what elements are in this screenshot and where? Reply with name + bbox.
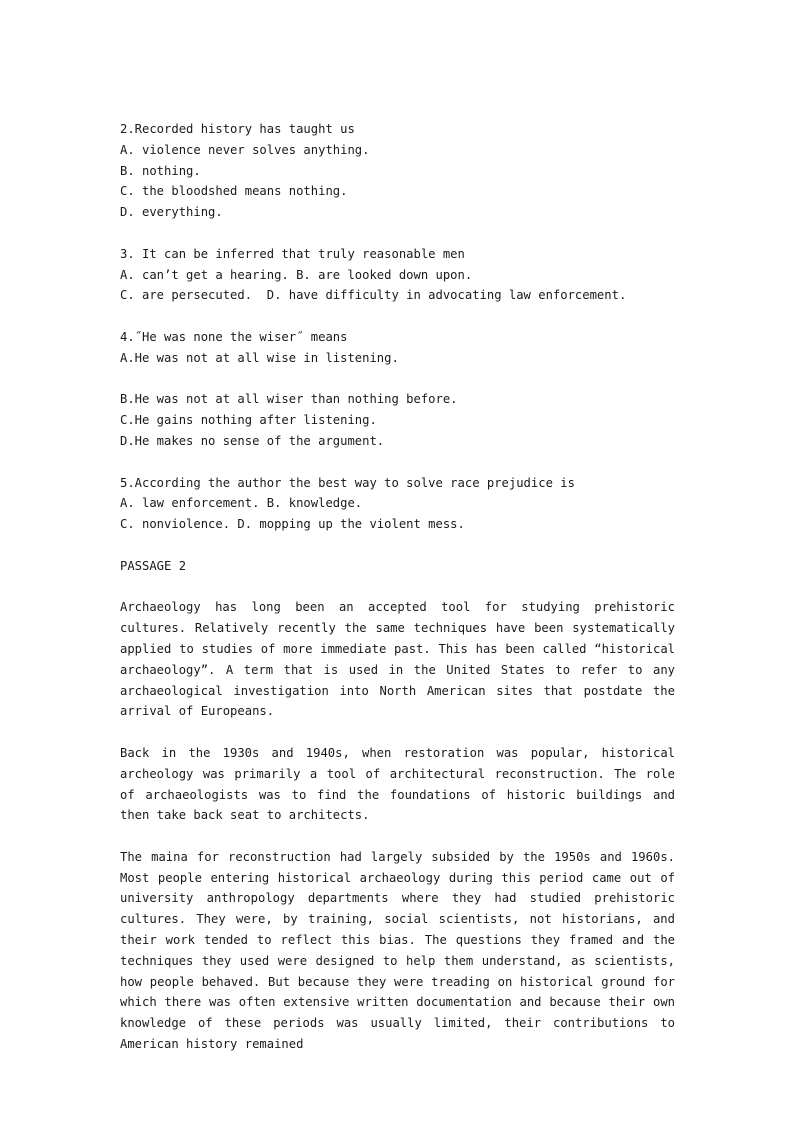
spacer: [120, 577, 675, 598]
answer-option: A. violence never solves anything.: [120, 142, 370, 157]
answer-option: B.He was not at all wiser than nothing before.: [120, 392, 458, 407]
answer-option: D.He makes no sense of the argument.: [120, 433, 385, 448]
passage-paragraph: Archaeology has long been an accepted tool for studying prehistoric cultures. Relatively recently the same techniques have been systematically applied to studies of more immediate past. This has been called “historical archaeology”. A term that is used in the United States to refer to any archaeological investigation into North American sites that postdate the arrival of Europeans.: [120, 600, 675, 719]
spacer: [120, 223, 675, 244]
question-stem: 5.According the author the best way to solve race prejudice is: [120, 475, 575, 490]
passage-paragraph: Back in the 1930s and 1940s, when restoration was popular, historical archeology was primarily a tool of architectural reconstruction. The role of archaeologists was to find the foundations of historic buildings and then take back seat to architects.: [120, 745, 675, 823]
answer-option: C.He gains nothing after listening.: [120, 413, 377, 428]
passage-heading: PASSAGE 2: [120, 558, 187, 573]
spacer: [120, 306, 675, 327]
document-page: [120, 119, 675, 1055]
answer-option: C. nonviolence. D. mopping up the violent mess.: [120, 517, 465, 532]
answer-option: A.He was not at all wise in listening.: [120, 350, 399, 365]
passage-paragraph: The maina for reconstruction had largely subsided by the 1950s and 1960s. Most people entering historical archaeology during this period came out of university anthropology departments where they had studied prehistoric cultures. They were, by training, social scientists, not historians, and their work tended to reflect this bias. The questions they framed and the techniques they used were designed to help them understand, as scientists, how people behaved. But because they were treading on historical ground for which there was often extensive written documentation and because their own knowledge of these periods was usually limited, their contributions to American history remained: [120, 849, 675, 1052]
spacer: [120, 722, 675, 743]
answer-option: A. can’t get a hearing. B. are looked down upon.: [120, 267, 473, 282]
question-3: [120, 244, 675, 306]
question-stem: 4.˝He was none the wiser˝ means: [120, 329, 348, 344]
spacer: [120, 535, 675, 556]
answer-option: C. are persecuted. D. have difficulty in advocating law enforcement.: [120, 288, 627, 303]
answer-option: B. nothing.: [120, 163, 201, 178]
question-2: [120, 119, 675, 223]
question-stem: 3. It can be inferred that truly reasonable men: [120, 246, 465, 261]
spacer: [120, 452, 675, 473]
question-4: [120, 327, 675, 452]
answer-option: D. everything.: [120, 205, 223, 220]
spacer: [120, 369, 675, 390]
question-stem: 2.Recorded history has taught us: [120, 122, 355, 136]
question-5: [120, 473, 675, 535]
answer-option: C. the bloodshed means nothing.: [120, 184, 348, 199]
answer-option: A. law enforcement. B. knowledge.: [120, 496, 363, 511]
spacer: [120, 826, 675, 847]
